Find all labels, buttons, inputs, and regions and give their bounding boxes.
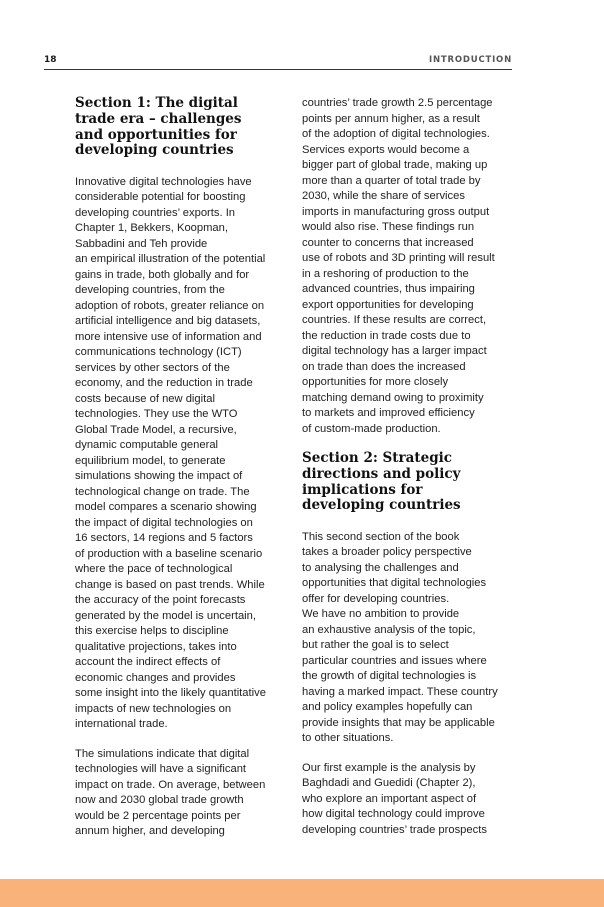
text-line: how digital technology could improve	[302, 808, 485, 821]
text-line: qualitative projections, takes into	[75, 640, 237, 653]
text-line: Section 2: Strategic	[302, 450, 452, 466]
text-line: the accuracy of the point forecasts	[75, 594, 246, 607]
text-line: to markets and improved efficiency	[302, 407, 475, 419]
text-line: the growth of digital technologies is	[302, 670, 477, 683]
text-line: implications for	[302, 481, 423, 498]
text-line: on trade than does the increased	[302, 360, 466, 373]
text-line: gains in trade, both globally and for	[75, 268, 250, 281]
text-line: takes a broader policy perspective	[302, 546, 472, 559]
text-line: of custom-made production.	[302, 422, 441, 435]
text-line: countries’ trade growth 2.5 percentage	[302, 97, 493, 109]
text-line: having a marked impact. These country	[302, 685, 498, 698]
text-line: The simulations indicate that digital	[75, 747, 250, 760]
text-line: countries. If these results are correct,	[302, 314, 487, 326]
text-line: dynamic computable general	[75, 439, 219, 452]
text-line: matching demand owing to proximity	[302, 391, 484, 404]
running-head: INTRODUCTION	[429, 55, 512, 65]
text-line: developing countries, from the	[75, 284, 225, 297]
text-line: directions and policy	[302, 465, 461, 482]
page-number: 18	[44, 55, 57, 65]
text-line: to analysing the challenges and	[302, 561, 459, 574]
text-line: would be 2 percentage points per	[75, 809, 241, 822]
text-line: 16 sectors, 14 regions and 5 factors	[75, 532, 253, 545]
text-line: economic changes and provides	[75, 671, 236, 684]
text-line: bigger part of global trade, making up	[302, 159, 488, 171]
text-line: imports in manufacturing gross output	[302, 205, 490, 218]
text-line: export opportunities for developing	[302, 298, 474, 311]
text-line: the reduction in trade costs due to	[302, 329, 471, 342]
text-line: Baghdadi and Guedidi (Chapter 2),	[302, 777, 476, 790]
text-line: technologies. They use the WTO	[75, 408, 238, 421]
right-column	[302, 96, 514, 838]
text-line: generated by the model is uncertain,	[75, 609, 256, 622]
text-line: of production with a baseline scenario	[75, 547, 263, 560]
text-line: an exhaustive analysis of the topic,	[302, 623, 476, 636]
text-line: in a reshoring of production to the	[302, 267, 469, 280]
text-line: opportunities for more closely	[302, 376, 449, 388]
left-column	[75, 96, 287, 840]
text-line: developing countries	[75, 142, 234, 159]
text-line: an empirical illustration of the potential	[75, 253, 266, 266]
text-line: digital technology has a larger impact	[302, 345, 487, 357]
footer-band	[0, 879, 604, 907]
text-line: particular countries and issues where	[302, 654, 487, 667]
text-line: Section 1: The digital	[75, 95, 238, 111]
text-line: developing countries’ trade prospects	[302, 823, 487, 836]
text-line: opportunities that digital technologies	[302, 577, 487, 590]
text-line: Our first example is the analysis by	[302, 761, 476, 774]
text-line: more intensive use of information and	[75, 330, 262, 343]
text-line: who explore an important aspect of	[302, 792, 477, 805]
text-line: technologies will have a significant	[75, 763, 247, 776]
text-line: services by other sectors of the	[75, 361, 230, 374]
text-line: developing countries	[302, 497, 461, 514]
text-line: international trade.	[75, 718, 168, 731]
text-line: use of robots and 3D printing will result	[302, 252, 495, 264]
text-line: where the pace of technological	[75, 563, 233, 576]
text-line: provide insights that may be applicable	[302, 716, 495, 729]
text-line: technological change on trade. The	[75, 485, 250, 498]
text-line: impact on trade. On average, between	[75, 778, 266, 791]
text-line: to other situations.	[302, 732, 394, 745]
text-line: and opportunities for	[75, 126, 237, 143]
text-line: change is based on past trends. While	[75, 578, 265, 591]
text-line: Chapter 1, Bekkers, Koopman,	[75, 222, 228, 235]
text-line: equilibrium model, to generate	[75, 454, 226, 467]
text-line: costs because of new digital	[75, 392, 215, 405]
text-line: adoption of robots, greater reliance on	[75, 299, 265, 312]
text-line: impacts of new technologies on	[75, 702, 232, 715]
text-line: annum higher, and developing	[75, 825, 225, 838]
text-line: of the adoption of digital technologies.	[302, 128, 490, 140]
text-line: points per annum higher, as a result	[302, 112, 480, 125]
text-line: offer for developing countries.	[302, 592, 450, 605]
text-line: trade era – challenges	[75, 110, 242, 127]
text-line: would also rise. These findings run	[302, 221, 475, 233]
text-line: Innovative digital technologies have	[75, 175, 252, 188]
text-line: the impact of digital technologies on	[75, 516, 253, 529]
text-line: more than a quarter of total trade by	[302, 174, 481, 187]
text-line: This second section of the book	[302, 530, 460, 543]
text-line: advanced countries, thus impairing	[302, 283, 475, 295]
left-paragraph-1	[75, 175, 287, 733]
text-line: considerable potential for boosting	[75, 191, 246, 204]
right-paragraph-2	[302, 530, 514, 747]
left-paragraph-2	[75, 747, 287, 840]
text-line: We have no ambition to provide	[302, 608, 460, 621]
text-line: counter to concerns that increased	[302, 236, 474, 249]
text-line: simulations showing the impact of	[75, 470, 243, 483]
text-line: now and 2030 global trade growth	[75, 794, 244, 807]
text-line: developing countries’ exports. In	[75, 206, 236, 219]
text-line: account the indirect effects of	[75, 656, 221, 669]
text-line: model compares a scenario showing	[75, 501, 257, 514]
text-line: communications technology (ICT)	[75, 346, 242, 359]
page-header	[44, 55, 512, 70]
text-line: but rather the goal is to select	[302, 639, 449, 652]
text-line: Global Trade Model, a recursive,	[75, 423, 237, 436]
section1-heading	[75, 96, 287, 159]
text-line: this exercise helps to discipline	[75, 625, 229, 638]
text-line: Services exports would become a	[302, 143, 470, 156]
section2-heading	[302, 451, 514, 514]
text-line: Sabbadini and Teh provide	[75, 237, 208, 250]
text-line: 2030, while the share of services	[302, 190, 465, 202]
right-paragraph-1	[302, 96, 514, 437]
text-line: and policy examples hopefully can	[302, 701, 473, 714]
right-paragraph-3	[302, 761, 514, 839]
text-line: artificial intelligence and big datasets,	[75, 315, 261, 328]
text-line: economy, and the reduction in trade	[75, 377, 253, 390]
text-line: some insight into the likely quantitative	[75, 687, 266, 700]
